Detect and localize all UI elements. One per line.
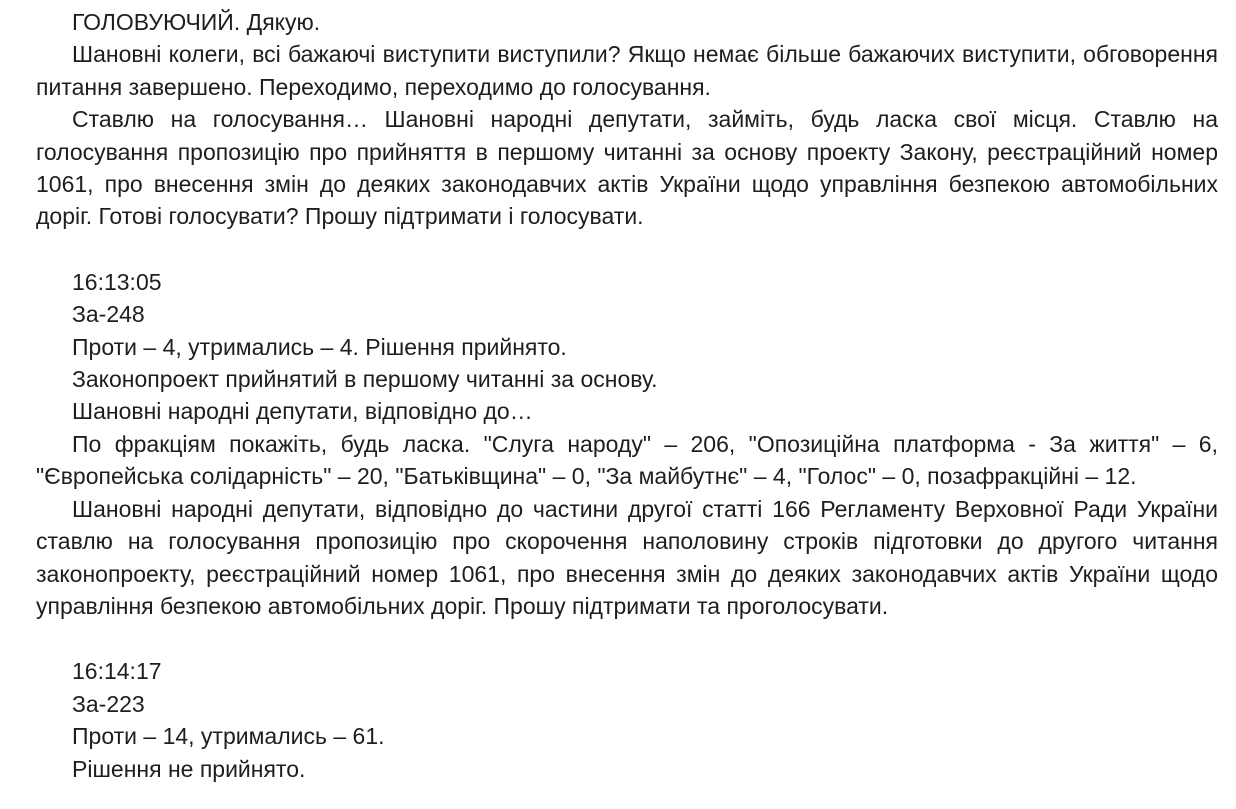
vote-for-count: За-248: [72, 301, 145, 328]
transcript-paragraph: Шановні народні депутати, відповідно до частини другої статті 166 Регламенту Верховної Ради України ставлю на голосування пропозицію про скорочення наполовину строків підготовки до другого читання законопроекту, реєстраційний номер 1061, про внесення змін до деяких законодавчих актів України щодо управління безпекою автомобільних доріг. Прошу підтримати та проголосувати.: [36, 495, 1218, 619]
vote-for-count: За-223: [72, 690, 145, 717]
vote-result: Рішення не прийнято.: [72, 755, 306, 782]
transcript-paragraph: Шановні колеги, всі бажаючі виступити виступили? Якщо немає більше бажаючих виступити, обговорення питання завершено. Переходимо, переходимо до голосування.: [36, 41, 1218, 100]
transcript-paragraph: Ставлю на голосування… Шановні народні депутати, займіть, будь ласка свої місця. Ставлю на голосування пропозицію про прийняття в першому читанні за основу проекту Закону, реєстраційний номер 1061, про внесення змін до деяких законодавчих актів України щодо управління безпекою автомобільних доріг. Готові голосувати? Прошу підтримати і голосувати.: [36, 106, 1218, 230]
paragraph-spacer: [36, 622, 1218, 655]
transcript-paragraph: Шановні народні депутати, відповідно до…: [72, 398, 533, 425]
chair-statement: ГОЛОВУЮЧИЙ. Дякую.: [72, 9, 321, 35]
vote-time: 16:13:05: [72, 268, 162, 295]
faction-results: По фракціям покажіть, будь ласка. "Слуга народу" – 206, "Опозиційна платформа - За життя" – 6, "Європейська солідарність" – 20, "Батьківщина" – 0, "За майбутнє" – 4, "Голос" – 0, позафракційні – 12.: [36, 430, 1218, 490]
vote-against-abstain: Проти – 4, утримались – 4. Рішення прийнято.: [72, 333, 567, 360]
vote-time: 16:14:17: [72, 658, 162, 685]
vote-against-abstain: Проти – 14, утримались – 61.: [72, 723, 385, 750]
paragraph-spacer: [36, 233, 1218, 266]
transcript-paragraph: Законопроект прийнятий в першому читанні за основу.: [72, 366, 658, 393]
